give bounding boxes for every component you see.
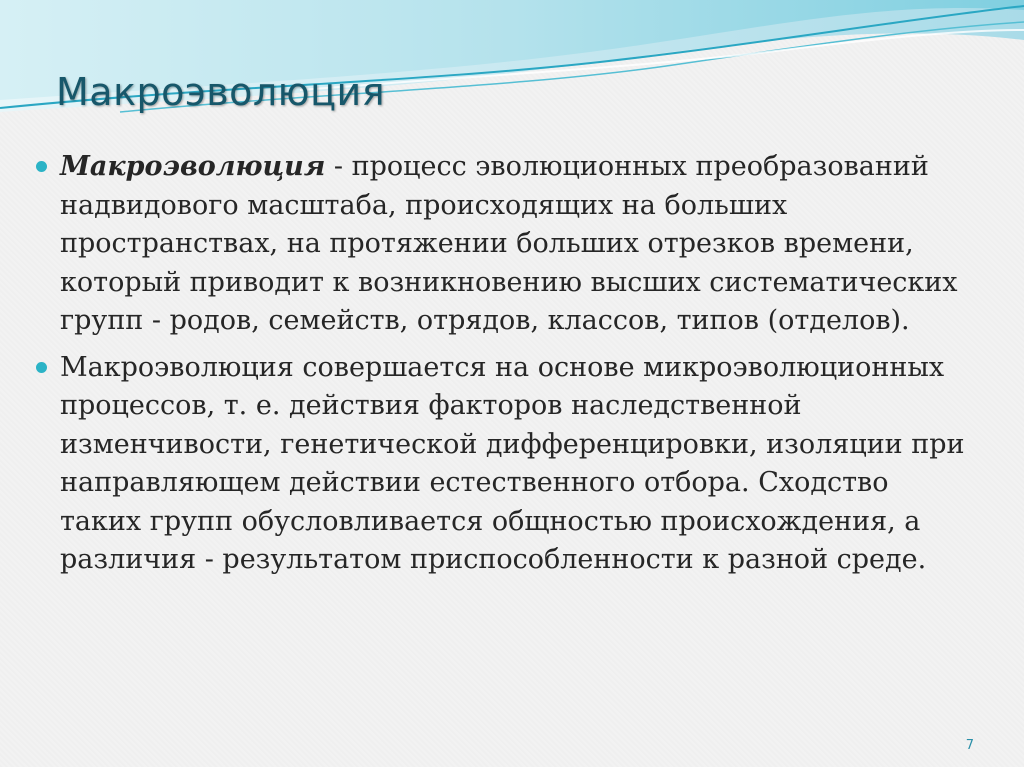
bullet-mechanism [36,349,966,580]
slide-content [36,148,966,588]
bullet-text: - процесс эволюционных преобразований надвидового масштаба, происходящих на больших пространствах, на протяжении больших отрезков времени, который приводит к возникновению высших систематических групп - родов, семейств, отрядов, классов, типов (отделов). [60,151,958,336]
slide-title: Макроэволюция [56,70,386,114]
bullet-text: Макроэволюция совершается на основе микроэволюционных процессов, т. е. действия факторов наследственной изменчивости, генетической дифференцировки, изоляции при направляющем действии естественного отбора. Сходство таких групп обусловливается общностью происхождения, а различия - результатом приспособленности к разной среде. [60,351,965,575]
bullet-dot-icon [36,362,47,373]
bullet-definition [36,148,966,341]
bullet-dot-icon [36,161,47,172]
page-number: 7 [965,738,974,753]
bullet-term: Макроэволюция [60,151,326,182]
